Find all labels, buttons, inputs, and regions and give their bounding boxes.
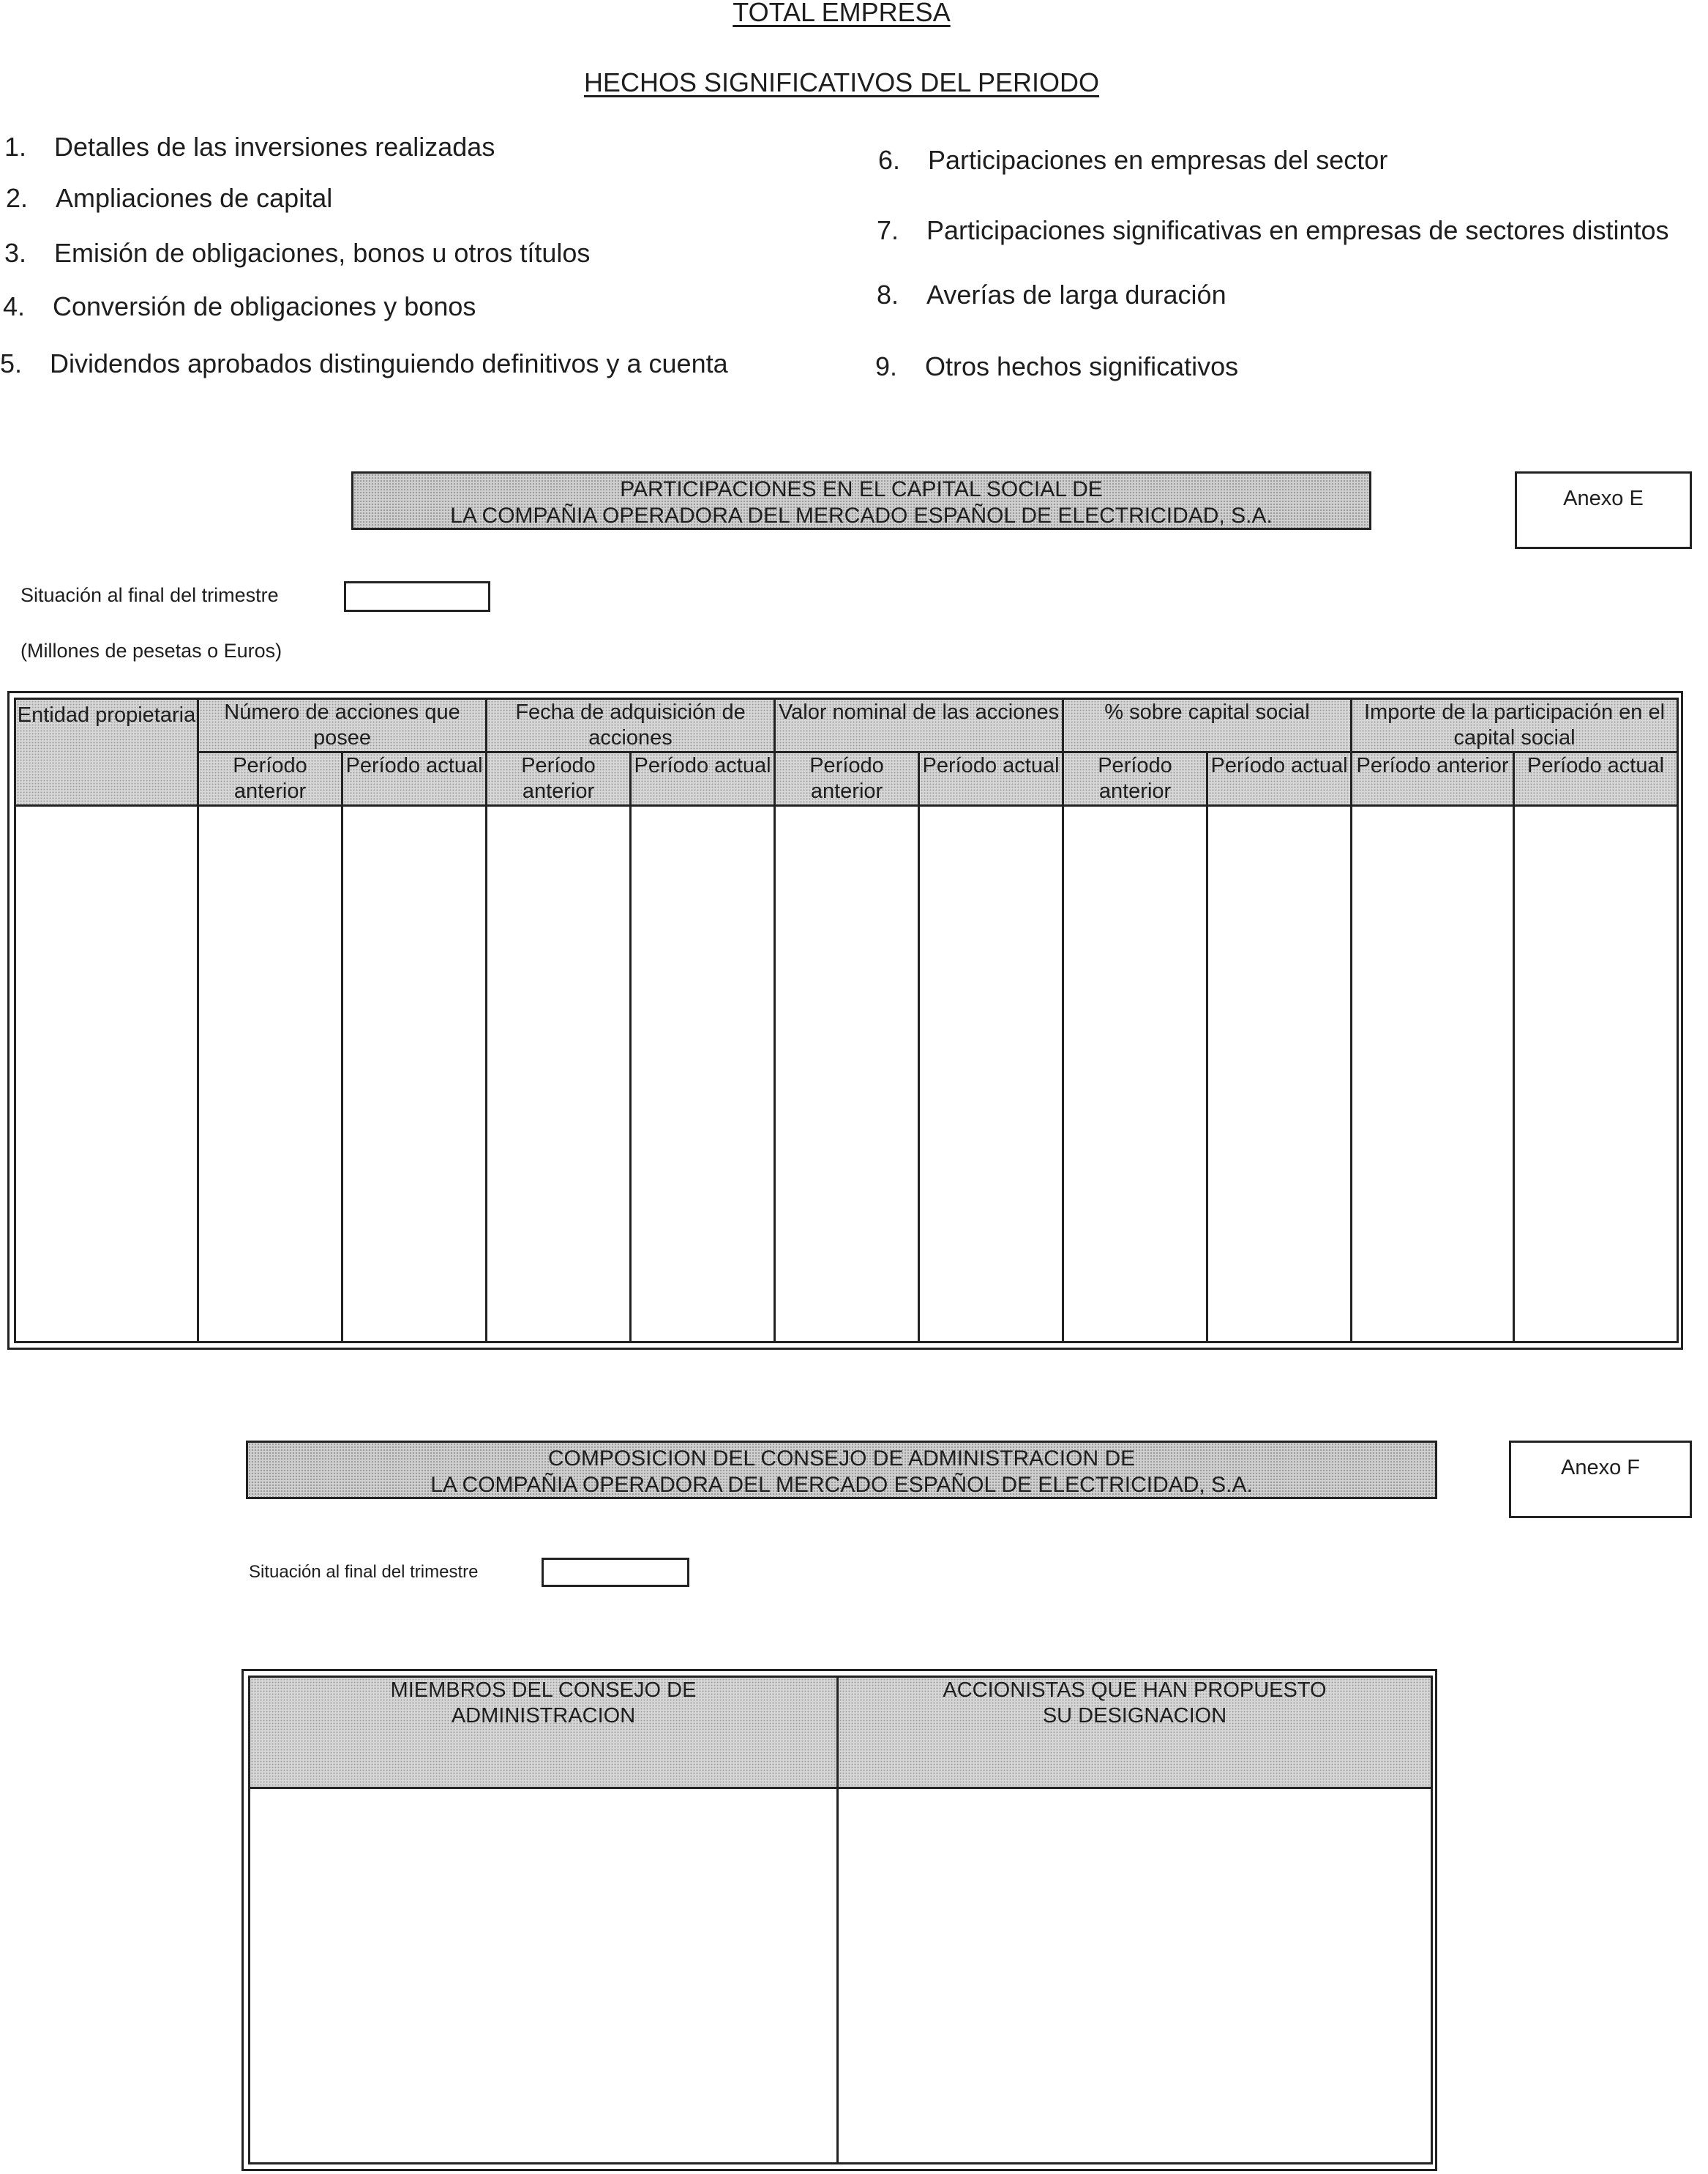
annex-f-label: Anexo F <box>1561 1456 1640 1479</box>
annex-f-situation-label: Situación al final del trimestre <box>249 1562 479 1582</box>
page-subtitle: HECHOS SIGNIFICATIVOS DEL PERIODO <box>583 67 1100 97</box>
subheader-previous-period: Período anterior <box>775 752 919 806</box>
annex-f-situation-field[interactable] <box>542 1558 689 1587</box>
fact-item-6: 6. Participaciones en empresas del sector <box>878 145 1388 175</box>
fact-item-3: 3. Emisión de obligaciones, bonos u otros títulos <box>4 238 591 268</box>
subheader-current-period: Período actual <box>1207 752 1352 806</box>
annex-e-situation-field[interactable] <box>344 581 490 612</box>
table-cell[interactable] <box>487 806 631 1342</box>
participations-table <box>14 698 1679 1343</box>
table-cell[interactable] <box>919 806 1063 1342</box>
annex-e-banner <box>351 471 1371 530</box>
col-header-participation-amount: Importe de la participación en el capital social <box>1352 699 1678 752</box>
subheader-previous-period: Período anterior <box>487 752 631 806</box>
board-composition-table <box>248 1676 1433 2164</box>
col-header-acquisition-date: Fecha de adquisición de acciones <box>487 699 775 752</box>
annex-e-label: Anexo E <box>1563 487 1644 510</box>
annex-e-units-note: (Millones de pesetas o Euros) <box>20 640 282 662</box>
fact-item-4: 4. Conversión de obligaciones y bonos <box>3 291 476 321</box>
fact-item-7: 7. Participaciones significativas en empresas de sectores distintos <box>877 215 1669 245</box>
annex-f-table-frame <box>241 1669 1437 2171</box>
annex-e-table-frame <box>7 691 1683 1350</box>
table-cell[interactable] <box>775 806 919 1342</box>
annex-f-banner-line1: COMPOSICION DEL CONSEJO DE ADMINISTRACION DE <box>547 1446 1136 1471</box>
subheader-current-period: Período actual <box>631 752 775 806</box>
table-cell[interactable] <box>1207 806 1352 1342</box>
subheader-current-period: Período actual <box>919 752 1063 806</box>
subheader-previous-period: Período anterior <box>1063 752 1207 806</box>
subheader-current-period: Período actual <box>1514 752 1678 806</box>
annex-f-banner-line2: LA COMPAÑIA OPERADORA DEL MERCADO ESPAÑOL DE ELECTRICIDAD, S.A. <box>430 1473 1253 1497</box>
annex-e-situation-label: Situación al final del trimestre <box>20 584 279 606</box>
table-cell[interactable] <box>1514 806 1678 1342</box>
table-row <box>15 806 1678 1342</box>
table-cell[interactable] <box>631 806 775 1342</box>
annex-e-banner-line2: LA COMPAÑIA OPERADORA DEL MERCADO ESPAÑOL DE ELECTRICIDAD, S.A. <box>450 504 1273 528</box>
table-row <box>250 1788 1432 2164</box>
subheader-previous-period: Período anterior <box>198 752 342 806</box>
fact-item-1: 1. Detalles de las inversiones realizadas <box>4 132 495 162</box>
table-cell[interactable] <box>250 1788 838 2164</box>
table-cell[interactable] <box>1352 806 1514 1342</box>
page-title: TOTAL EMPRESA <box>733 0 951 27</box>
annex-e-label-box <box>1515 471 1692 549</box>
col-header-shares: Número de acciones que posee <box>198 699 487 752</box>
col-header-nominal-value: Valor nominal de las acciones <box>775 699 1063 752</box>
table-cell[interactable] <box>15 806 198 1342</box>
annex-f-label-box <box>1509 1441 1692 1518</box>
subheader-current-period: Período actual <box>342 752 487 806</box>
fact-item-9: 9. Otros hechos significativos <box>875 351 1239 381</box>
table-cell[interactable] <box>342 806 487 1342</box>
fact-item-5: 5. Dividendos aprobados distinguiendo definitivos y a cuenta <box>0 348 728 378</box>
col-header-proposing-shareholders: ACCIONISTAS QUE HAN PROPUESTO SU DESIGNACION <box>838 1677 1432 1788</box>
fact-item-8: 8. Averías de larga duración <box>877 280 1226 310</box>
table-cell[interactable] <box>838 1788 1432 2164</box>
col-header-entity: Entidad propietaria <box>15 699 198 806</box>
col-header-board-members: MIEMBROS DEL CONSEJO DE ADMINISTRACION <box>250 1677 838 1788</box>
col-header-percent-capital: % sobre capital social <box>1063 699 1352 752</box>
annex-f-banner <box>246 1441 1437 1499</box>
annex-e-banner-line1: PARTICIPACIONES EN EL CAPITAL SOCIAL DE <box>620 477 1103 501</box>
table-cell[interactable] <box>1063 806 1207 1342</box>
table-cell[interactable] <box>198 806 342 1342</box>
subheader-previous-period: Período anterior <box>1352 752 1514 806</box>
fact-item-2: 2. Ampliaciones de capital <box>6 183 333 213</box>
